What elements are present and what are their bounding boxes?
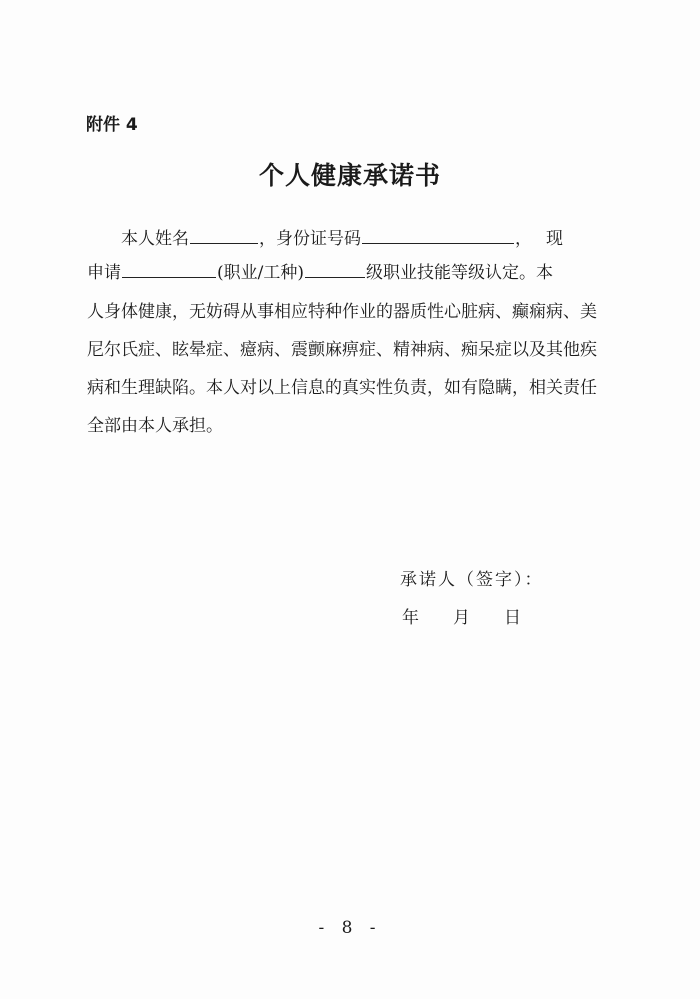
month-label: 月	[453, 608, 470, 628]
body-line-6: 全部由本人承担。	[87, 416, 223, 436]
year-label: 年	[402, 608, 419, 628]
body-text-fragment: 现	[546, 229, 563, 249]
body-line-3: 人身体健康，无妨碍从事相应特种作业的器质性心脏病、癫痫病、美	[87, 302, 597, 322]
name-label: 本人姓名	[121, 229, 189, 249]
level-blank[interactable]	[305, 255, 365, 278]
attachment-label: 附件 4	[86, 115, 138, 135]
comma: ，	[515, 229, 532, 249]
occupation-blank[interactable]	[122, 255, 216, 278]
apply-label: 申请	[87, 263, 121, 283]
date-line	[402, 603, 521, 628]
level-text: 级职业技能等级认定。本	[366, 263, 553, 283]
body-line-1	[87, 221, 607, 255]
occupation-label: (职业/工种)	[217, 263, 304, 283]
body-line-4: 尼尔氏症、眩晕症、癔病、震颤麻痹症、精神病、痴呆症以及其他疾	[87, 340, 597, 360]
document-title: 个人健康承诺书	[258, 161, 441, 190]
id-label: ，身份证号码	[259, 229, 361, 249]
body-line-5: 病和生理缺陷。本人对以上信息的真实性负责，如有隐瞒，相关责任	[87, 378, 597, 398]
id-number-blank[interactable]	[362, 221, 514, 244]
body-line-2	[87, 255, 607, 289]
page-number: - 8 -	[318, 918, 382, 938]
signer-label: 承诺人（签字）：	[400, 570, 544, 590]
name-blank[interactable]	[190, 221, 258, 244]
day-label: 日	[504, 608, 521, 628]
